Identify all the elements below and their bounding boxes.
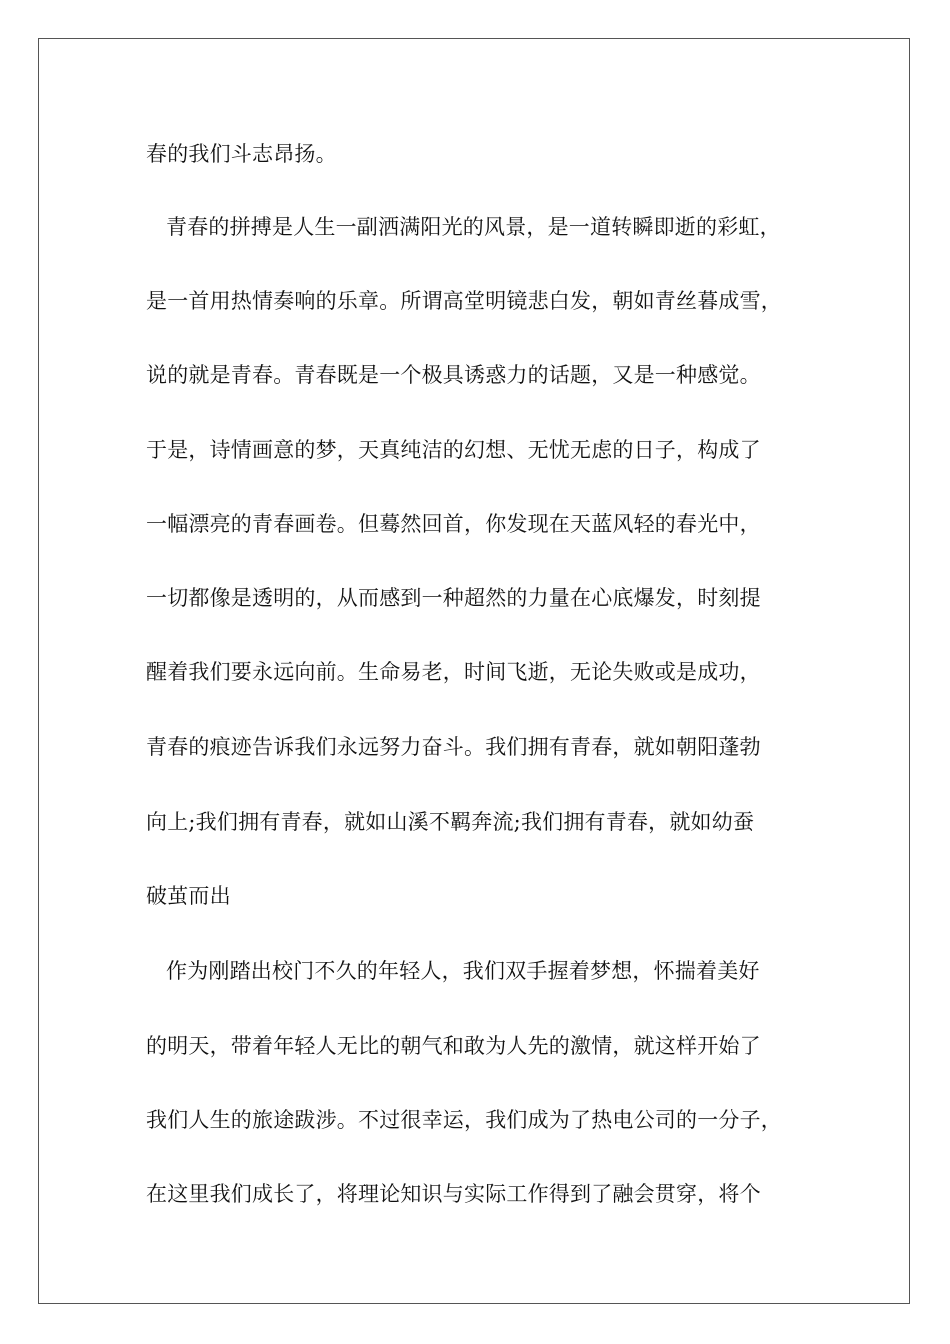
paragraph-2-line-4: 在这里我们成长了，将理论知识与实际工作得到了融会贯穿，将个: [146, 1182, 761, 1206]
paragraph-2-line-1: 作为刚踏出校门不久的年轻人，我们双手握着梦想，怀揣着美好: [166, 959, 760, 983]
paragraph-2-line-2: 的明天，带着年轻人无比的朝气和敢为人先的激情，就这样开始了: [146, 1034, 761, 1058]
paragraph-1-line-7: 醒着我们要永远向前。生命易老，时间飞逝，无论失败或是成功，: [146, 660, 761, 684]
paragraph-1-line-5: 一幅漂亮的青春画卷。但蓦然回首，你发现在天蓝风轻的春光中，: [146, 512, 761, 536]
paragraph-1-line-10: 破茧而出: [146, 884, 231, 908]
paragraph-1-line-2: 是一首用热情奏响的乐章。所谓高堂明镜悲白发，朝如青丝暮成雪，: [146, 289, 782, 313]
paragraph-1-line-1: 青春的拼搏是人生一副洒满阳光的风景，是一道转瞬即逝的彩虹，: [166, 215, 781, 239]
paragraph-1-line-8: 青春的痕迹告诉我们永远努力奋斗。我们拥有青春，就如朝阳蓬勃: [146, 735, 761, 759]
paragraph-1-line-4: 于是，诗情画意的梦，天真纯洁的幻想、无忧无虑的日子，构成了: [146, 438, 761, 462]
text-line-1: 春的我们斗志昂扬。: [146, 142, 337, 166]
paragraph-1-line-3: 说的就是青春。青春既是一个极具诱惑力的话题，又是一种感觉。: [146, 363, 761, 387]
paragraph-2-line-3: 我们人生的旅途跋涉。不过很幸运，我们成为了热电公司的一分子，: [146, 1108, 782, 1132]
paragraph-1-line-9: 向上;我们拥有青春，就如山溪不羁奔流;我们拥有青春，就如幼蚕: [146, 810, 755, 834]
paragraph-1-line-6: 一切都像是透明的，从而感到一种超然的力量在心底爆发，时刻提: [146, 586, 761, 610]
